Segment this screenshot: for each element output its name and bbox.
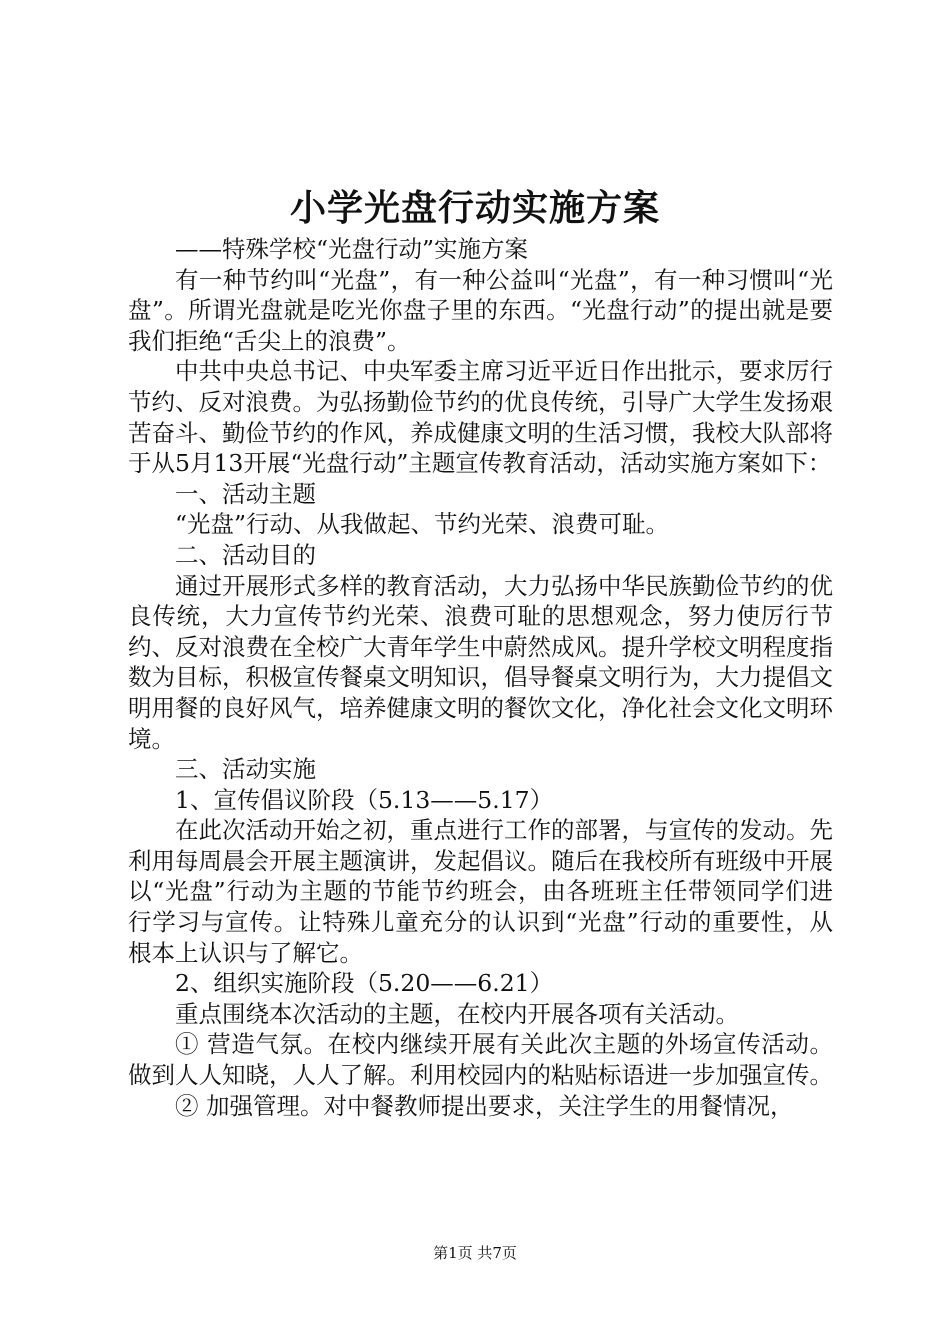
section-heading: 二、活动目的	[175, 540, 316, 569]
subtitle-line: ——特殊学校“光盘行动”实施方案	[175, 235, 529, 263]
paragraph: 在此次活动开始之初，重点进行工作的部署，与宣传的发动。先利用每周晨会开展主题演讲，发起倡议。随后在我校所有班级中开展以“光盘”行动为主题的节能节约班会，由各班班主任带领同学们进行学习与宣传。让特殊儿童充分的认识到“光盘”行动的重要性，从根本上认识与了解它。	[128, 816, 833, 967]
list-item: ① 营造气氛。在校内继续开展有关此次主题的外场宣传活动。做到人人知晓，人人了解。利用校园内的粘贴标语进一步加强宣传。	[128, 1030, 833, 1090]
paragraph: “光盘”行动、从我做起、节约光荣、浪费可耻。	[175, 510, 670, 539]
document-title: 小学光盘行动实施方案	[289, 188, 660, 229]
page-number-footer: 第1页 共7页	[433, 1244, 517, 1262]
subsection-heading: 1、宣传倡议阶段（5.13——5.17）	[175, 785, 554, 814]
list-item: ② 加强管理。对中餐教师提出要求，关注学生的用餐情况，	[175, 1091, 794, 1120]
subsection-heading: 2、组织实施阶段（5.20——6.21）	[175, 969, 554, 998]
section-heading: 三、活动实施	[175, 755, 316, 784]
paragraph: 有一种节约叫“光盘”，有一种公益叫“光盘”，有一种习惯叫“光盘”。所谓光盘就是吃光你盘子里的东西。“光盘行动”的提出就是要我们拒绝“舌尖上的浪费”。	[128, 265, 833, 355]
paragraph: 中共中央总书记、中央军委主席习近平近日作出批示，要求厉行节约、反对浪费。为弘扬勤俭节约的优良传统，引导广大学生发扬艰苦奋斗、勤俭节约的作风，养成健康文明的生活习惯，我校大队部将于从5月13开展“光盘行动”主题宣传教育活动，活动实施方案如下：	[128, 357, 833, 478]
paragraph: 通过开展形式多样的教育活动，大力弘扬中华民族勤俭节约的优良传统，大力宣传节约光荣、浪费可耻的思想观念，努力使厉行节约、反对浪费在全校广大青年学生中蔚然成风。提升学校文明程度指数为目标，积极宣传餐桌文明知识，倡导餐桌文明行为，大力提倡文明用餐的良好风气，培养健康文明的餐饮文化，净化社会文化文明环境。	[128, 571, 833, 753]
paragraph: 重点围绕本次活动的主题，在校内开展各项有关活动。	[175, 999, 739, 1028]
document-body	[128, 234, 833, 1121]
section-heading: 一、活动主题	[175, 479, 316, 508]
